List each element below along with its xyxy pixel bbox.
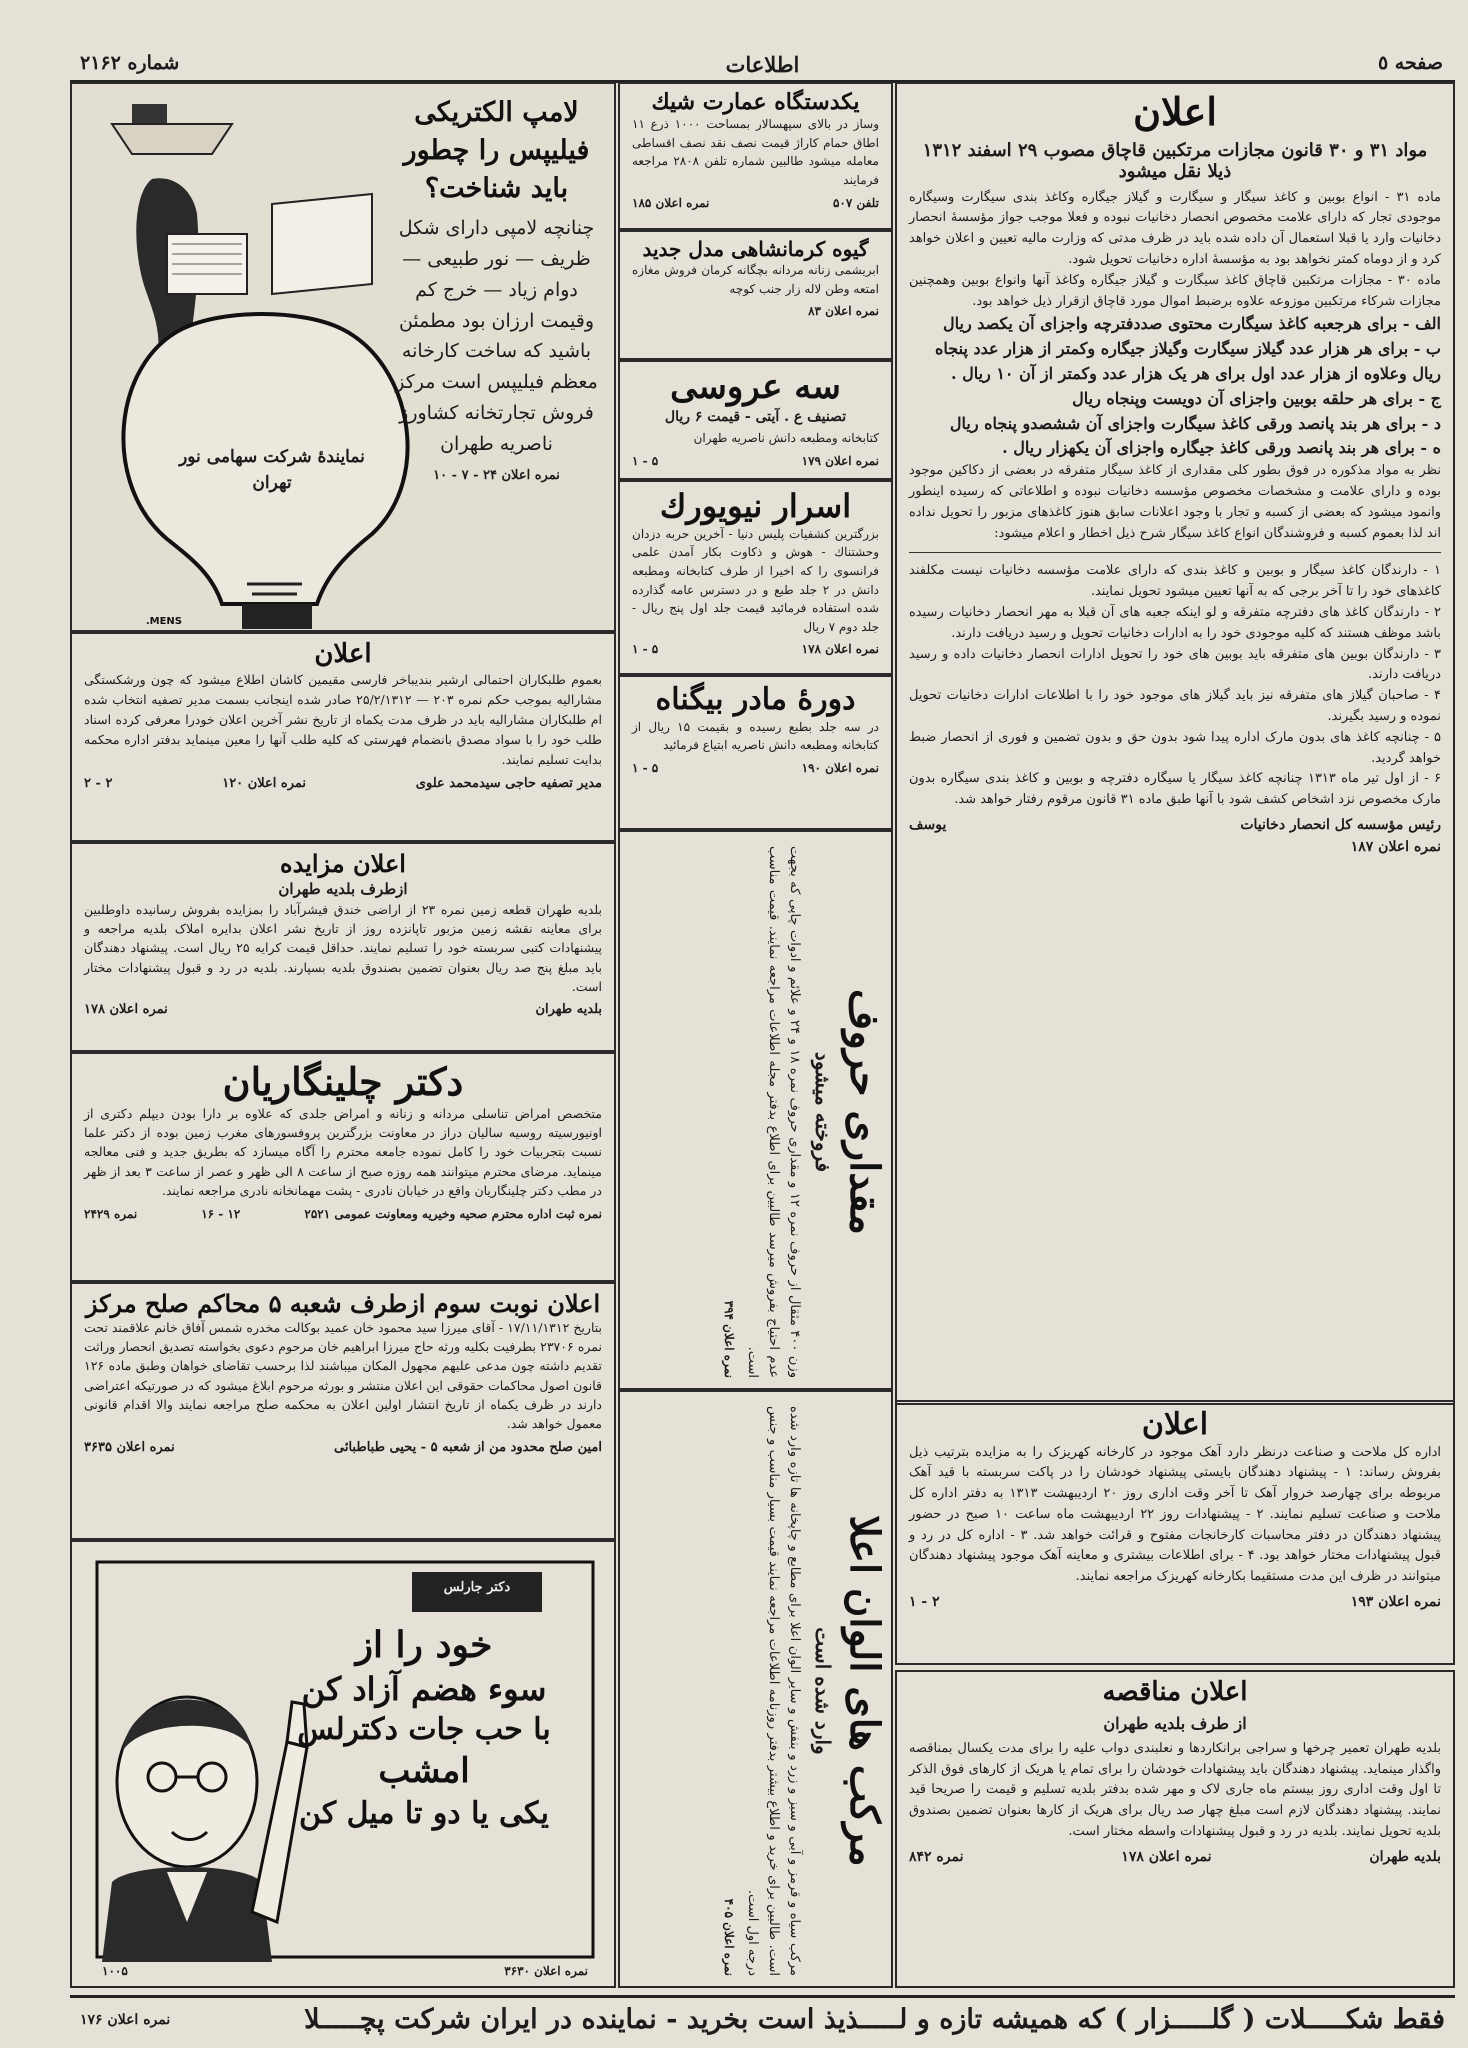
ad-title: دورهٔ مادر بیگناه: [655, 682, 856, 717]
ad-book-new-york: [618, 480, 893, 675]
ad-paragraph: نظر به مواد مذکوره در فوق بطور کلی مقداری از کاغذ سیگار متفرقه در بعضی از دکاکین موجود بوده و دارای علامت و مشخصات مخصوص مؤسسه دخانیات نبوده و اطلاعاتی که رسیده اینطور وانمود میشود که بعضی از کسبه و تجار با وجود اعلانات سابق هنوز کاغذهای مزبور را تحویل نداده اند لذا بعموم کسبه و فروشندگان انواع کاغذ سیگار شرح ذیل اخطار و اعلام میشود:: [909, 463, 1441, 541]
ad-body: مرکب سیاه و قرمز و آبی و سبز و زرد و بنفش و سایر الوان اعلا برای مطابع و چاپخانه ها تازه وارد شده است. طالبین برای خرید و اطلاع بیشتر بدفتر روزنامه اطلاعات مراجعه نمایند قیمت بسیار مناسب و جنس درجه اول است.: [744, 1406, 802, 1976]
ad-title: اعلان مناقصه: [1102, 1677, 1248, 1707]
artist-signature: MENS.: [145, 616, 182, 627]
ad-number: نمره اعلان ۱۸۵: [632, 195, 710, 210]
ad-code: ۱۲ - ۱۶: [201, 1206, 241, 1221]
ad-title: یکدستگاه عمارت شیك: [651, 89, 860, 115]
ad-number-2: نمره ۸۴۲: [909, 1848, 964, 1865]
ad-number-row: [909, 1849, 1441, 1865]
ad-paragraph: ۶ - از اول تیر ماه ۱۳۱۳ چنانچه کاغذ سیگار یا سیگاره دفترچه و بوبین و کاغذ بندی سیگاره بدون مارک مخصوص نزد اشخاص کشف شود با آنها طبق ماده ۳۱ قانون مرقوم رفتار خواهد شد.: [909, 771, 1441, 808]
ad-sign: بلدیه طهران: [1369, 1848, 1441, 1865]
ad-number: نمره ۲۴۲۹: [84, 1206, 138, 1221]
pill-box-label: دکتر جارلس: [443, 1580, 511, 1595]
ad-title: مرکب های الوان اعلا: [841, 1515, 888, 1867]
ad-number-row: [84, 1207, 602, 1221]
newspaper-name: اطلاعات: [725, 52, 800, 77]
ad-body: بعموم طلبکاران احتمالی ارشیر بندیباخر فارسی مقیمین کاشان اطلاع میشود که چون ورشکستگی مشارالیه بموجب حکم نمره ۲۰۳ — ۲۵/۲/۱۳۱۲ صادر شده اینجانب بسمت مدیر تصفیه انتخاب شده ام طلبکاران مشارالیه باید در ظرف مدت یکماه از تاریخ نشر آخرین اعلان خودرا معرفی کرده اسناد طلب خود را با سواد مصدق بانضمام فهرستی که کلیه طلب آنها را معین مینماید بدفتر اداره محکمه بدایت تسلیم نمایند.: [84, 671, 602, 767]
ad-code: ۲ - ۱: [909, 1594, 940, 1611]
ad-doctor: [70, 1052, 616, 1282]
ad-title: اعلان: [314, 639, 372, 669]
ad-dr-charles-pills: [70, 1540, 616, 1988]
ad-building: [618, 82, 893, 230]
ad-code: ۵ - ۱: [632, 760, 659, 775]
ad-title: اعلان: [1141, 1407, 1209, 1442]
ad-publisher: کتابخانه ومطبعه دانش ناصریه طهران: [693, 430, 879, 445]
divider: [909, 552, 1441, 553]
ad-tender: [895, 1670, 1455, 1988]
ad-number: نمره اعلان ۸۳: [808, 304, 879, 319]
ad-title: مقداری حروف: [841, 989, 888, 1235]
ad-number: نمره اعلان ۱۷۸: [84, 1002, 168, 1018]
ad-body: وساز در بالای سپهسالار بمساحت ۱۰۰۰ ذرع ۱۱ اطاق حمام کاراژ قیمت نصف نقد نصف اقساطی معامله میشود طالبین شماره تلفن ۲۸۰۸ مراجعه فرمایند: [632, 117, 879, 188]
ad-number: نمره اعلان ۳۶۳۰: [504, 1964, 588, 1978]
ad-title: اعلان نوبت سوم ازطرف شعبه ۵ محاکم صلح مرکز: [85, 1289, 601, 1318]
ad-fine-line: د - برای هر بند پانصد ورقی کاغذ سیگارت واجزای آن ششصدو پنجاه ریال: [949, 413, 1441, 433]
ad-sign: بلدیه طهران: [535, 1002, 602, 1018]
ad-number: نمره اعلان ۱۸۷: [1350, 839, 1441, 855]
ad-number: نمره اعلان ۳۶۳۵: [84, 1439, 175, 1455]
ad-number: نمره اعلان ۱۲۰: [222, 775, 307, 791]
ad-number: نمره اعلان ۱۷۸: [1121, 1848, 1212, 1865]
ad-line: با حب جات دکترلس: [297, 1712, 551, 1748]
ad-number: نمره اعلان ۱۷۹: [801, 454, 879, 469]
ad-title: اعلان: [1133, 89, 1217, 134]
ad-sign: مدیر تصفیه حاجی سیدمحمد علوی: [415, 775, 602, 791]
ad-code: ۵ - ۱: [632, 642, 659, 657]
sign-office: رئیس مؤسسه کل انحصار دخانیات: [1240, 817, 1441, 833]
ad-signature-row: [909, 817, 1441, 833]
ad-subtitle: ازطرف بلدیه طهران: [278, 879, 408, 898]
ad-body: ابریشمی زنانه مردانه بچگانه کرمان فروش مغازه امتعه وطن لاله زار جنب کوچه: [632, 263, 879, 296]
ad-number-row: [102, 1964, 588, 1978]
ad-bankruptcy-notice: [70, 632, 616, 842]
ad-body: بلدیه طهران قطعه زمین نمره ۲۳ از اراضی خندق فیشرآباد را بمزایده بفروش رسانیده داوطلبین برای معاینه نقشه زمین مزبور تاپانزده روز از تاریخ نشر اعلان بدایره املاک بلدیه مراجعه و پیشنهادات کتبی سربسته خود را تسلیم نمایند. حداقل قیمت کرایه ۲۵ ریال است. پیشنهاد دهندگان باید مبلغ پنج صد ریال بعنوان تضمین بصندوق بلدیه بسپارند. بلدیه در رد و قبول پیشنهادات مختار است.: [84, 901, 602, 995]
ad-book-three-weddings: [618, 360, 893, 480]
ad-printing-type: [618, 830, 893, 1390]
ad-number-row: [722, 1406, 736, 1976]
ad-fine-line: ه - برای هر بند پانصد ورقی کاغذ جیگاره واجزای آن یکهزار ریال .: [1002, 438, 1441, 458]
ad-philips-lamp: [70, 82, 616, 632]
sign-name: یوسف: [909, 817, 947, 833]
ad-number-row: [632, 196, 879, 210]
ad-number: نمره اعلان ۱۹۰: [801, 760, 879, 775]
ad-paragraph: ۱ - دارندگان کاغذ سیگار و بوبین و کاغذ بندی که دارای علامت مؤسسه دخانیات نیست مکلفند کاغذهای خود را تا آخر برجی که به آنها تعیین میشود تحویل نمایند.: [909, 563, 1441, 600]
ad-subtitle: از طرف بلدیه طهران: [1103, 1713, 1247, 1733]
ad-number: نمره اعلان ۲۴ - ۷ - ۱۰: [433, 467, 560, 483]
ad-body: بزرگترین کشفیات پلیس دنیا - آخرین حربه دزدان وحشتناك - هوش و ذکاوت بکار آمدن علمی فرانسوی را که اخیرا از طرف کتابخانه ومطبعه دانش در ۲ جلد طبع و در دسترس عامه گذارده شده استفاده فرمائید قیمت جلد اول پنج ریال - جلد دوم ۷ ریال: [632, 526, 879, 634]
ad-shoes: [618, 230, 893, 360]
ad-fine-line: ب - برای هر هزار عدد گیلاز سیگارت وگیلاز جیگاره وکمتر از هزار عدد پنجاه ریال وعلاوه از هزار عدد اول برای هر یک هزار عدد وکمتر از آن ۱۰ ریال .: [935, 339, 1441, 384]
ad-colored-inks: [618, 1390, 893, 1988]
page-number: صفحه ٥: [1377, 52, 1443, 74]
ad-number-row: [909, 839, 1441, 855]
ad-paragraph: ۳ - دارندگان بوبین های متفرقه باید بوبین های خود را تحویل ادارات انحصار دخانیات داده و رسید دریافت دارند.: [909, 646, 1441, 683]
ad-phone: تلفن ۵۰۷: [832, 195, 879, 210]
page-header: [70, 50, 1455, 83]
ad-number-row: [84, 1002, 602, 1017]
charles-text: [274, 1622, 574, 1833]
ad-body: چنانچه لامپی دارای شکل ظریف — نور طبیعی — دوام زیاد — خرج کم وقیمت ارزان بود مطمئن باشید که ساخت کارخانه معظم فیلیپس است مرکز فروش تجارتخانه کشاورز ناصریه طهران: [395, 217, 598, 455]
footer-number: نمره اعلان ۱۷۶: [80, 2012, 171, 2028]
ad-title: لامپ الکتریکی فیلیپس را چطور باید شناخت؟: [403, 97, 590, 204]
footer-chocolate-ad: فقط شکـــــلات ( گلـــــزار ) که همیشه تازه و لـــــذیذ است بخرید - نماینده در ایران شرکت پچـــــلا: [304, 2004, 1445, 2035]
ad-book-innocent-mother: [618, 675, 893, 830]
ad-title: گیوه کرمانشاهی مدل جدید: [642, 237, 869, 261]
ad-title: سه عروسی: [670, 367, 841, 407]
ad-number: نمره اعلان ۴۰۵: [721, 1898, 736, 1976]
ad-number-row: [909, 1594, 1441, 1610]
ad-lime-auction: [895, 1400, 1455, 1665]
ad-smuggling-law: [895, 82, 1455, 1405]
ad-body: اداره کل ملاحت و صناعت درنظر دارد آهک موجود در کارخانه کهریزک را به مزایده بترتیب ذیل بفروش رساند: ۱ - پیشنهاد دهندگان بایستی پیشنهاد خودشان را در پاکت سربسته با قید آهک مربوطه برای چهارصد خروار آهک تا آخر وقت اداری روز ۲۰ اردیبهشت ۱۳۱۳ به دفتر اداره کل ملاحت و صناعت تسلیم نمایند. ۲ - پیشنهادات روز ۲۲ اردیبهشت ماه ساعت ۱۰ صبح در حضور پیشنهاد دهندگان در دفتر محاسبات کارخانجات مفتوح و قرائت خواهد شد. ۳ - اداره کل در رد و قبول پیشنهادات مختار خواهد بود. ۴ - برای اطلاعات بیشتری و معاینه آهک موجود پیشنهاد دهندگان میتوانند در ظرف این مدت مستقیما بکارخانه کهریزک مراجعه نمایند.: [909, 1444, 1442, 1585]
ad-paragraph: ماده ۳۰ - مجازات مرتکبین قاچاق کاغذ سیگارت و گیلاز جیگاره وکاغذ آنها وانواع بوبین وهمچنین مجازات شرکاء مرتکبین موزوعه علاوه برضبط اموال مورد قاچاق ازقرار ذیل خواهد بود.: [909, 272, 1441, 309]
ad-code: ۵ - ۱: [632, 454, 659, 469]
ad-court-notice: [70, 1282, 616, 1540]
ad-number-row: [632, 304, 879, 318]
ad-number-row: [722, 846, 736, 1378]
ad-title: اعلان مزایده: [280, 849, 406, 878]
ad-number-row: [632, 454, 879, 468]
ad-line: سوء هضم آزاد کن: [301, 1669, 547, 1708]
footer-banner: [70, 1995, 1455, 2042]
ad-number: نمره اعلان ۱۷۸: [801, 642, 879, 657]
ad-paragraph: ۴ - صاحبان گیلاز های متفرقه نیز باید گیلاز های موجود خود را با اطلاعات ادارات دخانیات تحویل نموده و رسید بگیرند.: [909, 688, 1441, 725]
ad-subtitle: وارد شده است: [811, 1627, 835, 1755]
ad-title: اسرار نیویورك: [659, 487, 852, 525]
ad-subtitle: مواد ۳۱ و ۳۰ قانون مجازات مرتکبین قاچاق مصوب ۲۹ اسفند ۱۳۱۲ ذیلا نقل میشود: [922, 139, 1428, 182]
ad-number-row: [84, 1440, 602, 1455]
ad-number-row: [632, 642, 879, 656]
ad-code: ۱۰۰۵: [102, 1964, 128, 1978]
ad-paragraph: ماده ۳۱ - انواع بوبین و کاغذ سیگار و سیگارت و گیلاز جیگاره وکاغذ بندی سیگارت وسیگاره موجودی تجار که دارای علامت مخصوص انحصار دخانیات نبوده و فعلا موجب جواز مؤسسهٔ انحصار دخانیات وارد یا قبلا استعمال آن داده شده باید در ظرف مدتی که وزارت مالیه تعیین و اعلان خواهد کرد و از دوماه کمتر نخواهد بود به مؤسسهٔ اداره دخانیات تحویل شود.: [909, 189, 1441, 268]
ad-fine-line: ج - برای هر حلقه بوبین واجزای آن دویست وپنجاه ریال: [1072, 388, 1441, 408]
ad-paragraph: ۵ - چنانچه کاغذ های بدون مارک اداره پیدا شود بدون حق و بدون تضمین و فوری از انحصار ضبط خواهد گردید.: [909, 729, 1441, 766]
ad-line: خود را از: [355, 1624, 493, 1666]
issue-number: شماره ۲۱۶۲: [80, 52, 180, 74]
ad-sign: امین صلح محدود من از شعبه ۵ - یحیی طباطبائی: [334, 1439, 602, 1455]
ad-number: نمره اعلان ۱۹۳: [1350, 1594, 1441, 1611]
ad-fine-line: الف - برای هرجعبه کاغذ سیگارت محتوی صددفترچه واجزای آن یکصد ریال: [942, 314, 1441, 334]
ad-body: متخصص امراض تناسلی مردانه و زنانه و امراض جلدی که علاوه بر دارا بودن دیپلم دکتری از اونیورسیته روسیه سالیان دراز در معاونت بزرگترین پروفسورهای مغرب زمین بوده از دکتر علما نسبت بتجربیات خود را کامل نموده جامعه محترم را آگاه میسازد که بطریق جدید و فنی معالجه مینماید. مرضای محترم میتوانند همه روزه صبح از ساعت ۸ الی ظهر و عصر از ساعت ۳ بعد از ظهر در مطب دکتر چلینگاریان واقع در خیابان نادری - پشت مهمانخانه نادری مراجعه نمایند.: [84, 1105, 602, 1199]
ad-auction-municipality: [70, 842, 616, 1052]
lamp-text-column: [389, 94, 604, 483]
ad-line: یکی یا دو تا میل کن: [299, 1795, 549, 1831]
ad-body: بلدیه طهران تعمیر چرخها و سراجی برانکاردها و نعلبندی دواب علیه را برای مدت یکسال بمناقصه واگذار مینماید. پیشنهاد دهندگان باید پیشنهادات خودشان را برای تمام یا هریک از کارهای فوق الذکر تا اول وقت اداری روز بیستم ماه جاری لاک و مهر شده بدفتر بلدیه تسلیم و قیمت را صریحا قید نمایند. پیشنهاد دهندگان لازم است مبلغ چهار صد ریال برای هریک از کارها بعنوان تضمین بصندوق بلدیه تحویل نمایند. بلدیه در رد و قبول پیشنهادات واسطه مختار است.: [909, 1740, 1441, 1840]
ad-body: تصنیف ع . آیتی - قیمت ۶ ریال: [664, 409, 847, 426]
ad-number-row: [84, 776, 602, 791]
ad-paragraph: ۲ - دارندگان کاغذ های دفترچه متفرقه و لو اینکه جعبه های آن قبلا به مهر انحصار دخانیات رسیده باشد موظف هستند که کلیه موجودی خود را به ادارات دخانیات تحویل و رسید دریافت دارند.: [909, 605, 1441, 641]
ad-subtitle: فروخته میشود: [811, 1051, 835, 1173]
ad-number: نمره اعلان ۳۹۴: [721, 1300, 736, 1378]
ad-code: ۲ - ۲: [84, 775, 113, 791]
ad-body: وزن ۴۰۰ مثقال از حروف نمره ۱۲ و مقداری حروف نمره ۱۸ و ۲۴ و علائم و ادوات چاپی که بجهت عدم احتیاج بفروش میرسد طالبین برای اطلاع بدفتر مجله اطلاعات مراجعه نمایند. قیمت مناسب است.: [744, 846, 802, 1378]
ad-body: بتاریخ ۱۷/۱۱/۱۳۱۲ - آقای میرزا سید محمود خان عمید بوکالت مخدره شمس آفاق خانم علاقمند تحت نمره ۲۳۷۰۶ بطرفیت بکلیه ورثه حاج میرزا ابراهیم خان مرحوم دعوی بخواسته تصدیق انحصار وراثت تقدیم داشته چون مدعی علیهم مجهول المکان میباشند لذا برحسب تقاضای خواهان وطبق ماده ۱۲۶ قانون اصول محاکمات حقوقی این اعلان منتشر و بورثه مرحوم ابلاغ میشود که در صورتیکه اعتراضی دارند در ظرف یکماه از تاریخ انتشار اولین اعلان به محکمه صلح مراجعه نمایند والا اقدام قانونی معمول خواهد شد.: [84, 1319, 603, 1432]
ad-reg: نمره ثبت اداره محترم صحیه وخیریه ومعاونت عمومی ۲۵۲۱: [304, 1206, 602, 1221]
ad-line: امشب: [378, 1751, 470, 1792]
ad-number-row: [632, 761, 879, 775]
lamp-bulb-caption: نمایندهٔ شرکت سهامی نور تهران: [179, 447, 365, 494]
ad-title: دکتر چلینگاریان: [222, 1059, 464, 1104]
ad-body: در سه جلد بطبع رسیده و بقیمت ۱۵ ریال از کتابخانه ومطبعه دانش ناصریه ابتیاع فرمائید: [632, 719, 879, 753]
